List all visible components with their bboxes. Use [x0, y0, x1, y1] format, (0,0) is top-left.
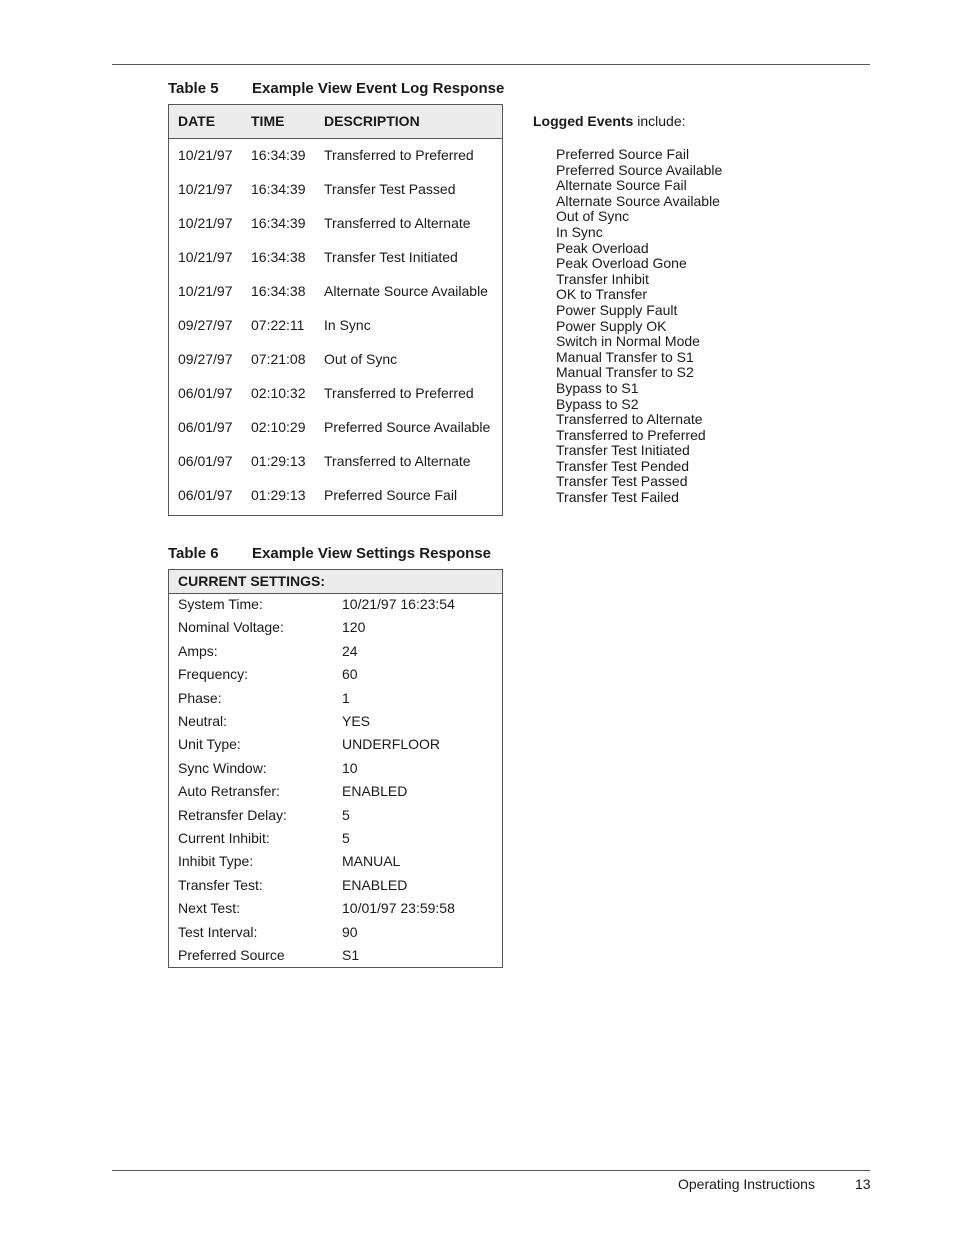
setting-label: Nominal Voltage:	[178, 619, 284, 636]
footer-section-title: Operating Instructions	[678, 1176, 815, 1192]
setting-value: 10/21/97 16:23:54	[342, 596, 455, 612]
table-row	[169, 921, 502, 944]
event-description: Preferred Source Fail	[324, 487, 458, 503]
event-description: Preferred Source Available	[324, 419, 491, 435]
list-item: Peak Overload Gone	[556, 255, 687, 272]
list-item: Transfer Test Failed	[556, 489, 679, 506]
table5-title: Example View Event Log Response	[252, 80, 505, 97]
setting-value: ENABLED	[342, 876, 408, 893]
setting-label: Current Inhibit:	[178, 830, 270, 846]
table-row	[169, 241, 502, 275]
event-description: Transferred to Preferred	[324, 385, 474, 401]
list-item: Transferred to Alternate	[556, 411, 703, 428]
setting-value: 90	[342, 923, 358, 940]
setting-label: Sync Window:	[178, 759, 267, 776]
event-log-header-row	[169, 105, 502, 139]
table-row	[169, 207, 502, 241]
table-row	[169, 827, 502, 850]
setting-label: Unit Type:	[178, 736, 241, 753]
list-item: Alternate Source Fail	[556, 177, 687, 194]
setting-value: MANUAL	[342, 853, 401, 870]
event-date: 06/01/97	[178, 385, 233, 401]
table-row	[169, 139, 502, 173]
list-item: In Sync	[556, 223, 603, 240]
table-row	[169, 377, 502, 411]
list-item: Transferred to Preferred	[556, 426, 706, 443]
setting-value: 24	[342, 642, 358, 659]
column-header-date: DATE	[178, 113, 216, 129]
setting-value: 5	[342, 806, 350, 823]
event-date: 09/27/97	[178, 317, 233, 333]
event-time: 01:29:13	[251, 453, 306, 469]
event-description: Alternate Source Available	[324, 283, 488, 299]
table-row	[169, 309, 502, 343]
event-date: 06/01/97	[178, 419, 233, 435]
setting-label: Neutral:	[178, 713, 228, 729]
setting-value: 60	[342, 666, 358, 683]
table-row	[169, 710, 502, 733]
event-description: In Sync	[324, 317, 371, 333]
event-description: Transfer Test Initiated	[324, 249, 458, 265]
setting-label: Auto Retransfer:	[178, 783, 280, 800]
logged-events-intro	[533, 113, 686, 129]
table-row	[169, 640, 502, 663]
table-row	[169, 343, 502, 377]
table-row	[169, 757, 502, 780]
setting-value: 5	[342, 830, 350, 846]
list-item: Transfer Test Initiated	[556, 442, 690, 459]
event-date: 10/21/97	[178, 181, 233, 197]
table-row	[169, 850, 502, 873]
table6-caption	[168, 545, 491, 563]
list-item: Preferred Source Available	[556, 161, 723, 178]
event-date: 10/21/97	[178, 215, 233, 231]
event-time: 07:21:08	[251, 351, 306, 367]
setting-label: Retransfer Delay:	[178, 806, 287, 823]
table-row	[169, 173, 502, 207]
setting-label: Transfer Test:	[178, 876, 263, 893]
list-item: Preferred Source Fail	[556, 146, 690, 162]
event-time: 02:10:29	[251, 419, 306, 435]
footer-page-number: 13	[855, 1176, 871, 1192]
list-item: Power Supply OK	[556, 317, 667, 334]
column-header-description: DESCRIPTION	[324, 113, 420, 129]
event-time: 01:29:13	[251, 487, 306, 503]
logged-events-lead-bold: Logged Events	[533, 113, 634, 129]
event-date: 10/21/97	[178, 147, 233, 163]
list-item: Alternate Source Available	[556, 192, 720, 209]
list-item: Transfer Test Passed	[556, 473, 688, 490]
setting-label: Preferred Source	[178, 947, 285, 963]
setting-label: Frequency:	[178, 666, 249, 683]
list-item: Bypass to S1	[556, 379, 639, 396]
event-date: 06/01/97	[178, 453, 233, 469]
list-item: Manual Transfer to S2	[556, 364, 694, 381]
logged-events-list	[556, 147, 722, 506]
setting-label: Phase:	[178, 689, 222, 706]
table-row	[169, 897, 502, 920]
event-time: 02:10:32	[251, 385, 306, 401]
table-row	[169, 411, 502, 445]
table-row	[169, 874, 502, 897]
table5-number: Table 5	[168, 80, 219, 97]
bottom-rule	[112, 1170, 870, 1171]
list-item: OK to Transfer	[556, 286, 648, 303]
event-description: Transferred to Alternate	[324, 453, 471, 469]
setting-value: S1	[342, 947, 360, 963]
setting-value: 1	[342, 689, 350, 706]
list-item: Bypass to S2	[556, 395, 639, 412]
list-item: Transfer Inhibit	[556, 270, 649, 287]
event-time: 16:34:39	[251, 181, 306, 197]
list-item: Peak Overload	[556, 239, 649, 256]
event-date: 10/21/97	[178, 283, 233, 299]
table-row	[169, 663, 502, 686]
list-item: Transfer Test Pended	[556, 457, 690, 474]
table6-title: Example View Settings Response	[252, 545, 491, 562]
event-description: Transferred to Preferred	[324, 147, 474, 163]
table-row	[169, 687, 502, 710]
column-header-time: TIME	[251, 113, 285, 129]
event-description: Transfer Test Passed	[324, 181, 456, 197]
setting-value: 10/01/97 23:59:58	[342, 900, 455, 917]
event-time: 16:34:38	[251, 249, 306, 265]
list-item: Switch in Normal Mode	[556, 333, 700, 350]
top-rule	[112, 64, 870, 65]
table-row	[169, 616, 502, 639]
setting-label: Inhibit Type:	[178, 853, 254, 870]
event-log-table	[168, 104, 503, 516]
logged-events-lead-rest: include:	[633, 113, 686, 129]
setting-value: ENABLED	[342, 783, 408, 800]
event-date: 09/27/97	[178, 351, 233, 367]
event-description: Out of Sync	[324, 351, 398, 367]
event-date: 10/21/97	[178, 249, 233, 265]
event-time: 16:34:39	[251, 147, 306, 163]
table-row	[169, 944, 502, 967]
table-row	[169, 445, 502, 479]
table-row	[169, 733, 502, 756]
event-date: 06/01/97	[178, 487, 233, 503]
event-time: 07:22:11	[251, 317, 305, 333]
table-row	[169, 479, 502, 513]
settings-table	[168, 569, 503, 968]
event-description: Transferred to Alternate	[324, 215, 471, 231]
event-time: 16:34:38	[251, 283, 306, 299]
setting-value: 120	[342, 619, 366, 636]
list-item: Power Supply Fault	[556, 301, 678, 318]
table-row	[169, 593, 502, 616]
list-item: Out of Sync	[556, 208, 630, 225]
event-time: 16:34:39	[251, 215, 306, 231]
table-row	[169, 780, 502, 803]
list-item: Manual Transfer to S1	[556, 348, 694, 365]
setting-value: YES	[342, 713, 371, 729]
setting-label: Test Interval:	[178, 923, 258, 940]
table-row	[169, 275, 502, 309]
settings-header: CURRENT SETTINGS:	[169, 570, 502, 594]
table6-number: Table 6	[168, 545, 219, 562]
setting-label: System Time:	[178, 596, 263, 612]
table5-caption	[168, 80, 504, 98]
setting-label: Amps:	[178, 642, 218, 659]
setting-label: Next Test:	[178, 900, 240, 917]
setting-value: 10	[342, 759, 358, 776]
setting-value: UNDERFLOOR	[342, 736, 441, 753]
table-row	[169, 804, 502, 827]
